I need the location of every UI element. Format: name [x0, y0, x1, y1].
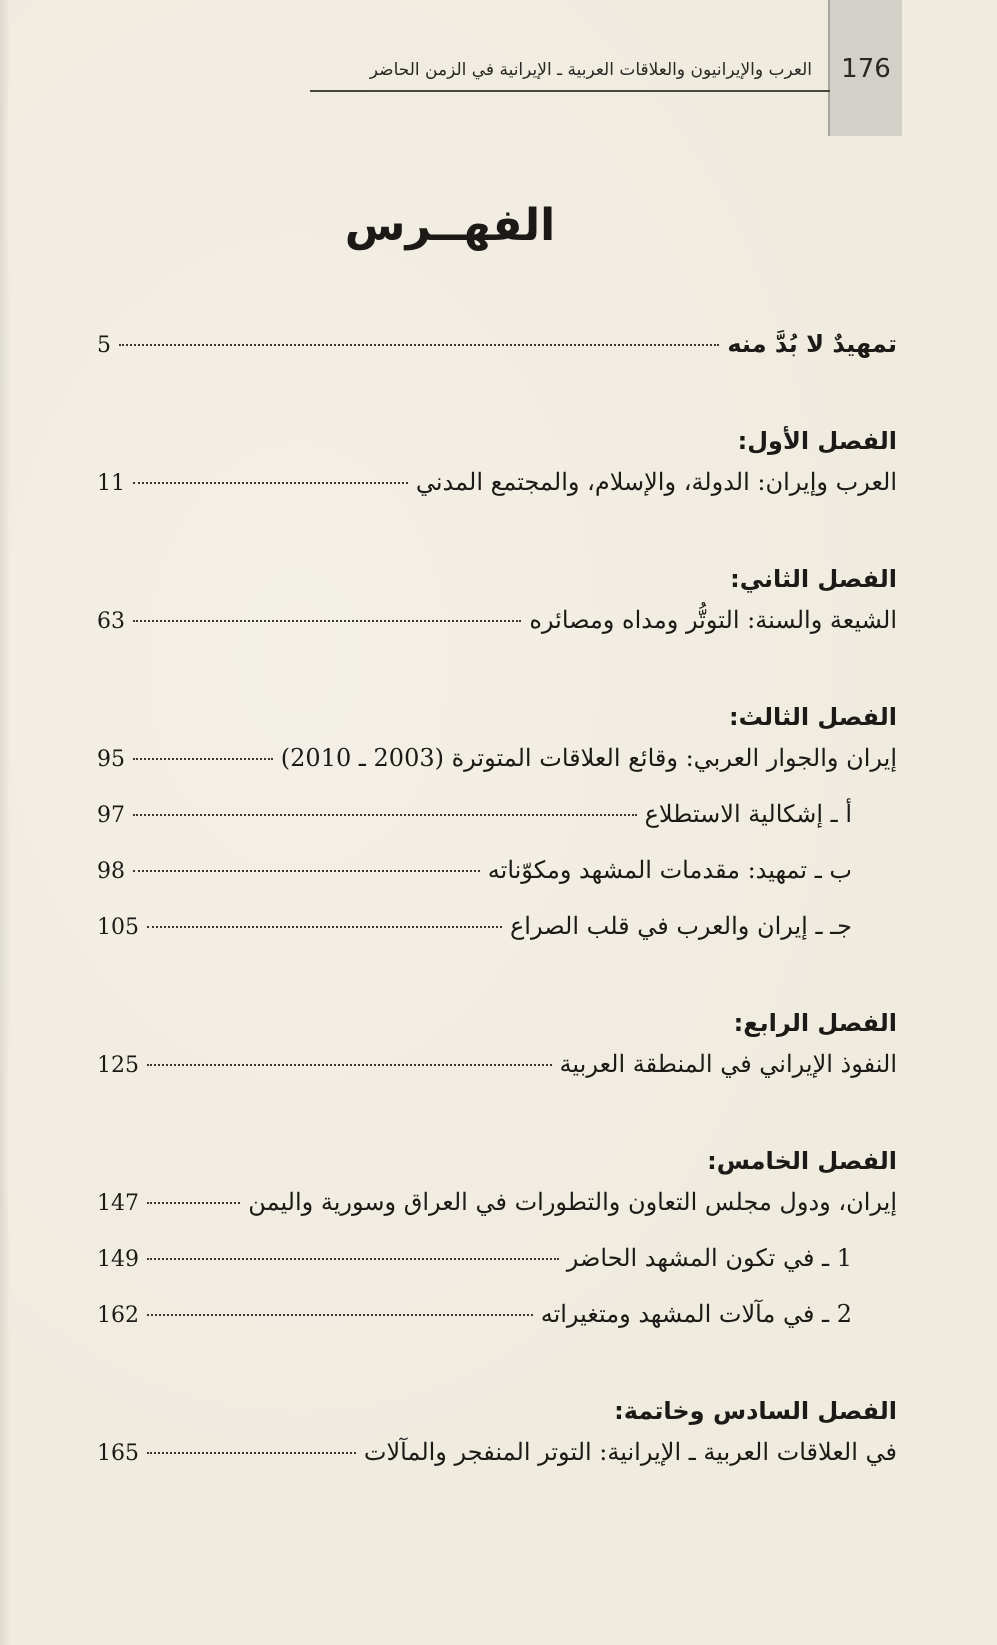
- toc-entry-page: 162: [97, 1303, 139, 1328]
- toc-entry-label: تمهيدٌ لا بُدَّ منه: [727, 330, 897, 358]
- toc-entry: [97, 1438, 897, 1494]
- toc-title: الفهــرس: [344, 200, 556, 251]
- chapter-heading-4: الفصل الرابع:: [733, 1009, 897, 1037]
- toc-entry-page: 165: [97, 1441, 139, 1466]
- leader-dots: [147, 1258, 559, 1260]
- toc-entry-page: 98: [97, 859, 125, 884]
- toc-entry: [97, 1188, 897, 1244]
- toc-entry: [97, 744, 897, 800]
- toc-entry-page: 147: [97, 1191, 139, 1216]
- toc-subentry: [97, 800, 897, 856]
- chapter-heading-3: الفصل الثالث:: [729, 703, 897, 731]
- toc-entry-label: أ ـ إشكالية الاستطلاع: [644, 800, 852, 828]
- toc-entry-label: جـ ـ إيران والعرب في قلب الصراع: [509, 912, 852, 940]
- toc-subentry: [97, 856, 897, 912]
- toc-entry-label: ب ـ تمهيد: مقدمات المشهد ومكوّناته: [487, 856, 852, 884]
- chapter-heading-5: الفصل الخامس:: [707, 1147, 897, 1175]
- chapter-heading-6: الفصل السادس وخاتمة:: [614, 1397, 897, 1425]
- toc-entry-page: 5: [97, 333, 111, 358]
- toc-subentry: [97, 1244, 897, 1300]
- leader-dots: [147, 1314, 533, 1316]
- leader-dots: [119, 344, 719, 346]
- leader-dots: [147, 1064, 552, 1066]
- toc-entry-page: 97: [97, 803, 125, 828]
- toc-subentry: [97, 1300, 897, 1356]
- toc-entry-label: النفوذ الإيراني في المنطقة العربية: [559, 1050, 897, 1078]
- toc-entry: [97, 606, 897, 662]
- toc-entry-intro: [97, 330, 897, 386]
- leader-dots: [133, 870, 480, 872]
- toc-entry-label: 2 ـ في مآلات المشهد ومتغيراته: [540, 1300, 852, 1328]
- leader-dots: [147, 926, 502, 928]
- header-rule: [310, 90, 830, 92]
- toc-entry-label: الشيعة والسنة: التوتُّر ومداه ومصائره: [529, 606, 897, 634]
- toc-entry-page: 95: [97, 747, 125, 772]
- toc-entry-label: إيران، ودول مجلس التعاون والتطورات في العراق وسورية واليمن: [248, 1188, 897, 1216]
- leader-dots: [147, 1452, 356, 1454]
- toc-entry-page: 149: [97, 1247, 139, 1272]
- toc-entry-page: 105: [97, 915, 139, 940]
- leader-dots: [133, 620, 521, 622]
- leader-dots: [133, 482, 408, 484]
- running-header: [0, 50, 997, 96]
- toc-entry: [97, 468, 897, 524]
- table-of-contents: [97, 330, 897, 1494]
- chapter-heading-2: الفصل الثاني:: [730, 565, 897, 593]
- toc-entry-page: 11: [97, 471, 125, 496]
- toc-entry-label: 1 ـ في تكون المشهد الحاضر: [566, 1244, 852, 1272]
- leader-dots: [133, 814, 637, 816]
- leader-dots: [133, 758, 273, 760]
- toc-entry-label: في العلاقات العربية ـ الإيرانية: التوتر المنفجر والمآلات: [363, 1438, 897, 1466]
- running-title: العرب والإيرانيون والعلاقات العربية ـ الإيرانية في الزمن الحاضر: [369, 60, 812, 80]
- chapter-heading-1: الفصل الأول:: [737, 427, 897, 455]
- page-number: 176: [841, 54, 891, 84]
- toc-entry-label: إيران والجوار العربي: وقائع العلاقات المتوترة (2003 ـ 2010): [280, 744, 897, 772]
- toc-subentry: [97, 912, 897, 968]
- toc-entry-page: 125: [97, 1053, 139, 1078]
- toc-entry-label: العرب وإيران: الدولة، والإسلام، والمجتمع المدني: [415, 468, 897, 496]
- leader-dots: [147, 1202, 240, 1204]
- toc-entry-page: 63: [97, 609, 125, 634]
- toc-entry: [97, 1050, 897, 1106]
